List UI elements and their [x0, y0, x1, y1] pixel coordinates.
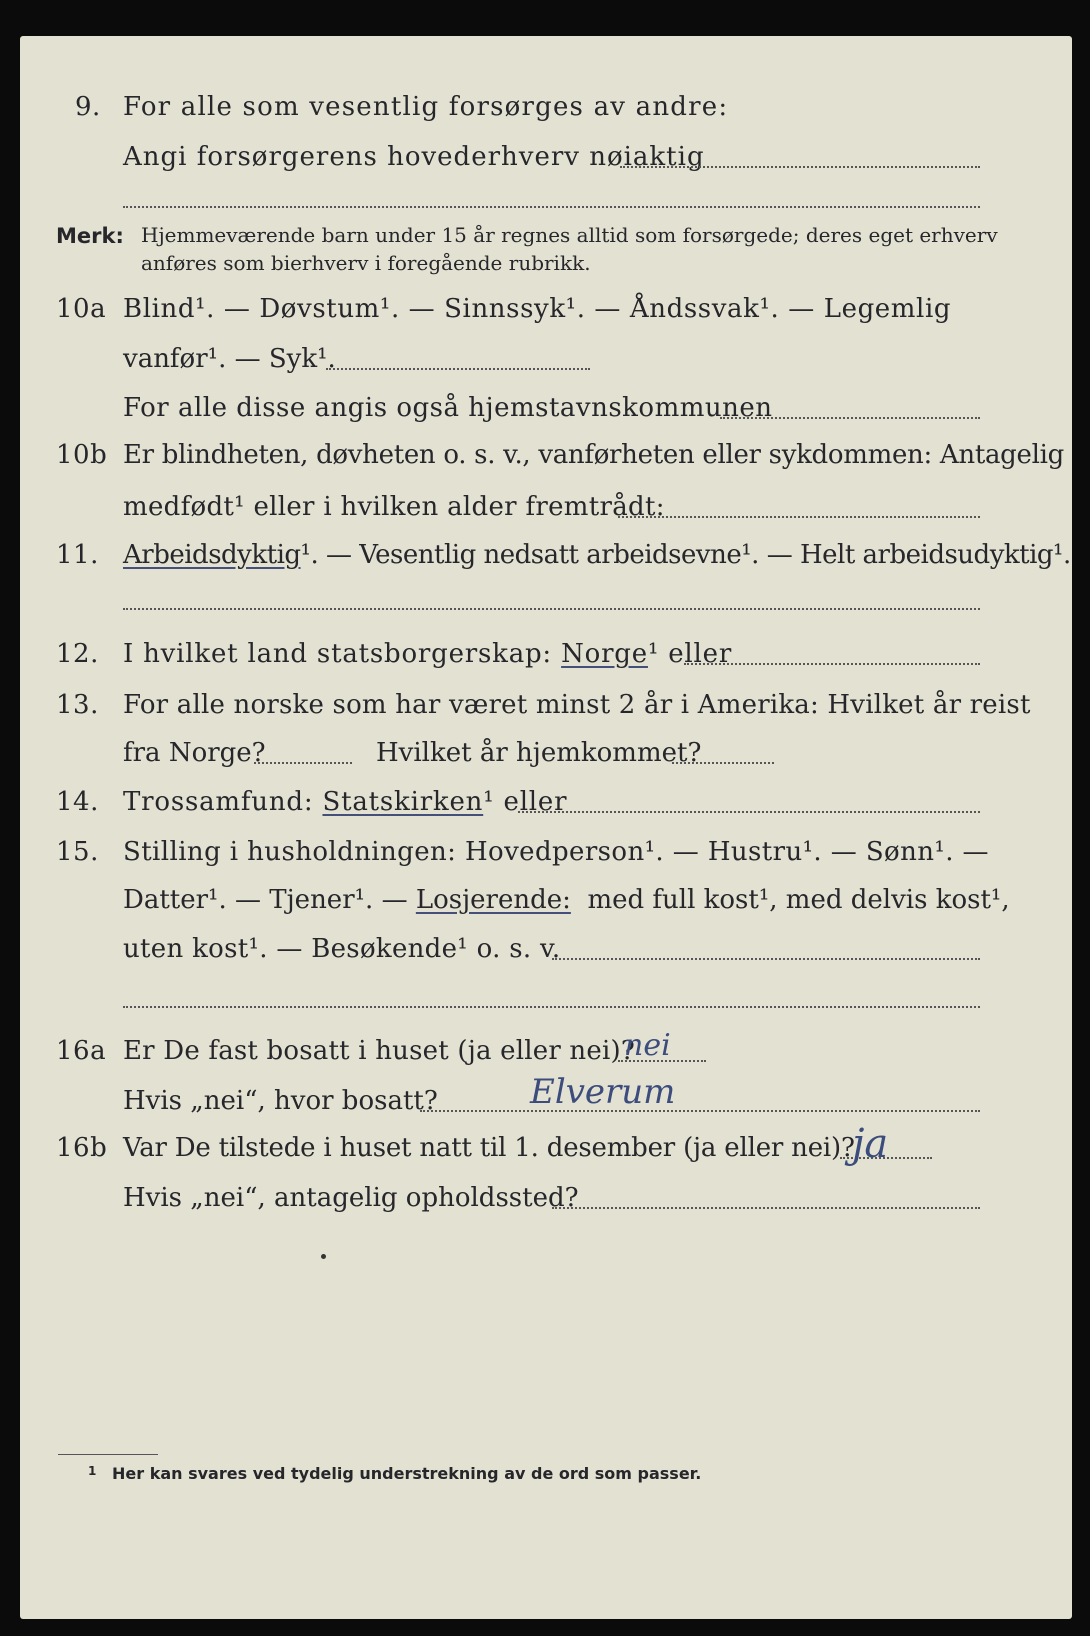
- year-left-blank[interactable]: [254, 762, 352, 764]
- question-text: [123, 787, 567, 817]
- footnote-rule: [58, 1454, 158, 1455]
- question-15-line-1: [20, 837, 1072, 887]
- question-text: [123, 540, 1071, 570]
- question-text: For alle norske som har været minst 2 år i Amerika: Hvilket år reist: [123, 690, 1031, 720]
- question-12-line: [20, 639, 1072, 689]
- question-15-line-3: [20, 934, 1072, 984]
- question-suffix: ¹ eller: [483, 787, 568, 817]
- question-10a-line-2: [20, 344, 1072, 394]
- handwritten-answer: Elverum: [530, 1072, 676, 1112]
- question-11-line-1: [20, 540, 1072, 590]
- question-number: 10b: [56, 440, 108, 470]
- option-list: ¹. — Vesentlig nedsatt arbeidsevne¹. — Helt arbeidsudyktig¹.: [300, 540, 1071, 570]
- question-9-line-1: [20, 92, 1072, 142]
- answer-blank[interactable]: [620, 166, 980, 168]
- question-text: Angi forsørgerens hovederhverv nøiaktig: [123, 142, 705, 172]
- answer-rule[interactable]: [123, 608, 980, 610]
- question-number: 12.: [56, 639, 99, 669]
- answer-blank[interactable]: [684, 663, 980, 665]
- year-returned-blank[interactable]: [672, 762, 774, 764]
- ink-dot: [321, 1254, 326, 1259]
- question-text: Hvis „nei“, antagelig opholdssted?: [123, 1183, 579, 1213]
- question-number: 15.: [56, 837, 99, 867]
- question-15-line-2: [20, 885, 1072, 935]
- footnote-mark: 1: [88, 1464, 97, 1478]
- question-text: vanfør¹. — Syk¹.: [123, 344, 336, 374]
- handwritten-answer: ja: [852, 1121, 889, 1167]
- question-16b-line-1: [20, 1121, 1072, 1183]
- note-label: Merk:: [56, 224, 124, 248]
- answer-blank[interactable]: [720, 417, 980, 419]
- question-number: 11.: [56, 540, 99, 570]
- question-13-line-2: [20, 738, 1072, 788]
- question-16b-line-2: [20, 1183, 1072, 1233]
- question-number: 13.: [56, 690, 99, 720]
- answer-blank[interactable]: [618, 516, 980, 518]
- question-10b-line-2: [20, 492, 1072, 542]
- answer-blank[interactable]: [326, 368, 590, 370]
- question-prefix: Trossamfund:: [123, 787, 314, 817]
- answer-blank[interactable]: [420, 1110, 980, 1112]
- question-13-line-1: [20, 690, 1072, 740]
- question-text: Blind¹. — Døvstum¹. — Sinnssyk¹. — Åndssvak¹. — Legemlig: [123, 294, 952, 324]
- answer-blank[interactable]: [518, 811, 980, 813]
- question-text: [123, 885, 1010, 915]
- question-number: 9.: [75, 92, 101, 122]
- question-text: [123, 639, 732, 669]
- option-list: Datter¹. — Tjener¹. —: [123, 885, 408, 915]
- answer-rule[interactable]: [123, 206, 980, 208]
- question-number: 16a: [56, 1036, 107, 1066]
- question-text: fra Norge?: [123, 738, 266, 768]
- answer-blank[interactable]: [552, 958, 980, 960]
- question-14-line: [20, 787, 1072, 837]
- question-text: For alle som vesentlig forsørges av andre:: [123, 92, 729, 122]
- question-text: For alle disse angis også hjemstavnskommunen: [123, 393, 773, 423]
- question-number: 14.: [56, 787, 99, 817]
- question-text: Var De tilstede i huset natt til 1. desember (ja eller nei)?: [123, 1133, 855, 1163]
- underlined-option: Arbeidsdyktig: [123, 540, 301, 570]
- census-form-page: [20, 36, 1072, 1619]
- question-number: 16b: [56, 1133, 108, 1163]
- question-number: 10a: [56, 294, 107, 324]
- question-text: Er blindheten, døvheten o. s. v., vanførheten eller sykdommen: Antagelig: [123, 440, 1064, 470]
- question-10a-line-3: [20, 393, 1072, 443]
- footnote-text: Her kan svares ved tydelig understrekning av de ord som passer.: [112, 1464, 702, 1483]
- question-prefix: I hvilket land statsborgerskap:: [123, 639, 552, 669]
- answer-rule[interactable]: [123, 1006, 980, 1008]
- underlined-option: Statskirken: [322, 787, 484, 817]
- option-list: med full kost¹, med delvis kost¹,: [587, 885, 1010, 915]
- question-text: Stilling i husholdningen: Hovedperson¹. — Hustru¹. — Sønn¹. —: [123, 837, 989, 867]
- question-9-line-2: [20, 142, 1072, 192]
- answer-blank[interactable]: [552, 1207, 980, 1209]
- question-suffix: ¹ eller: [647, 639, 733, 669]
- handwritten-answer: nei: [624, 1028, 671, 1063]
- note-text: Hjemmeværende barn under 15 år regnes alltid som forsørgede; deres eget erhverv: [141, 223, 998, 247]
- question-text: uten kost¹. — Besøkende¹ o. s. v.: [123, 934, 561, 964]
- question-16a-line-2: [20, 1072, 1072, 1136]
- question-text: Hvilket år hjemkommet?: [376, 738, 702, 768]
- underlined-option: Norge: [561, 639, 648, 669]
- question-text: Hvis „nei“, hvor bosatt?: [123, 1086, 438, 1116]
- question-text: Er De fast bosatt i huset (ja eller nei)?: [123, 1036, 635, 1066]
- question-10a-line-1: [20, 294, 1072, 344]
- question-10b-line-1: [20, 440, 1072, 490]
- question-text: medfødt¹ eller i hvilken alder fremtrådt:: [123, 492, 665, 522]
- note-text: anføres som bierhverv i foregående rubrikk.: [141, 251, 591, 275]
- underlined-option: Losjerende:: [415, 885, 571, 915]
